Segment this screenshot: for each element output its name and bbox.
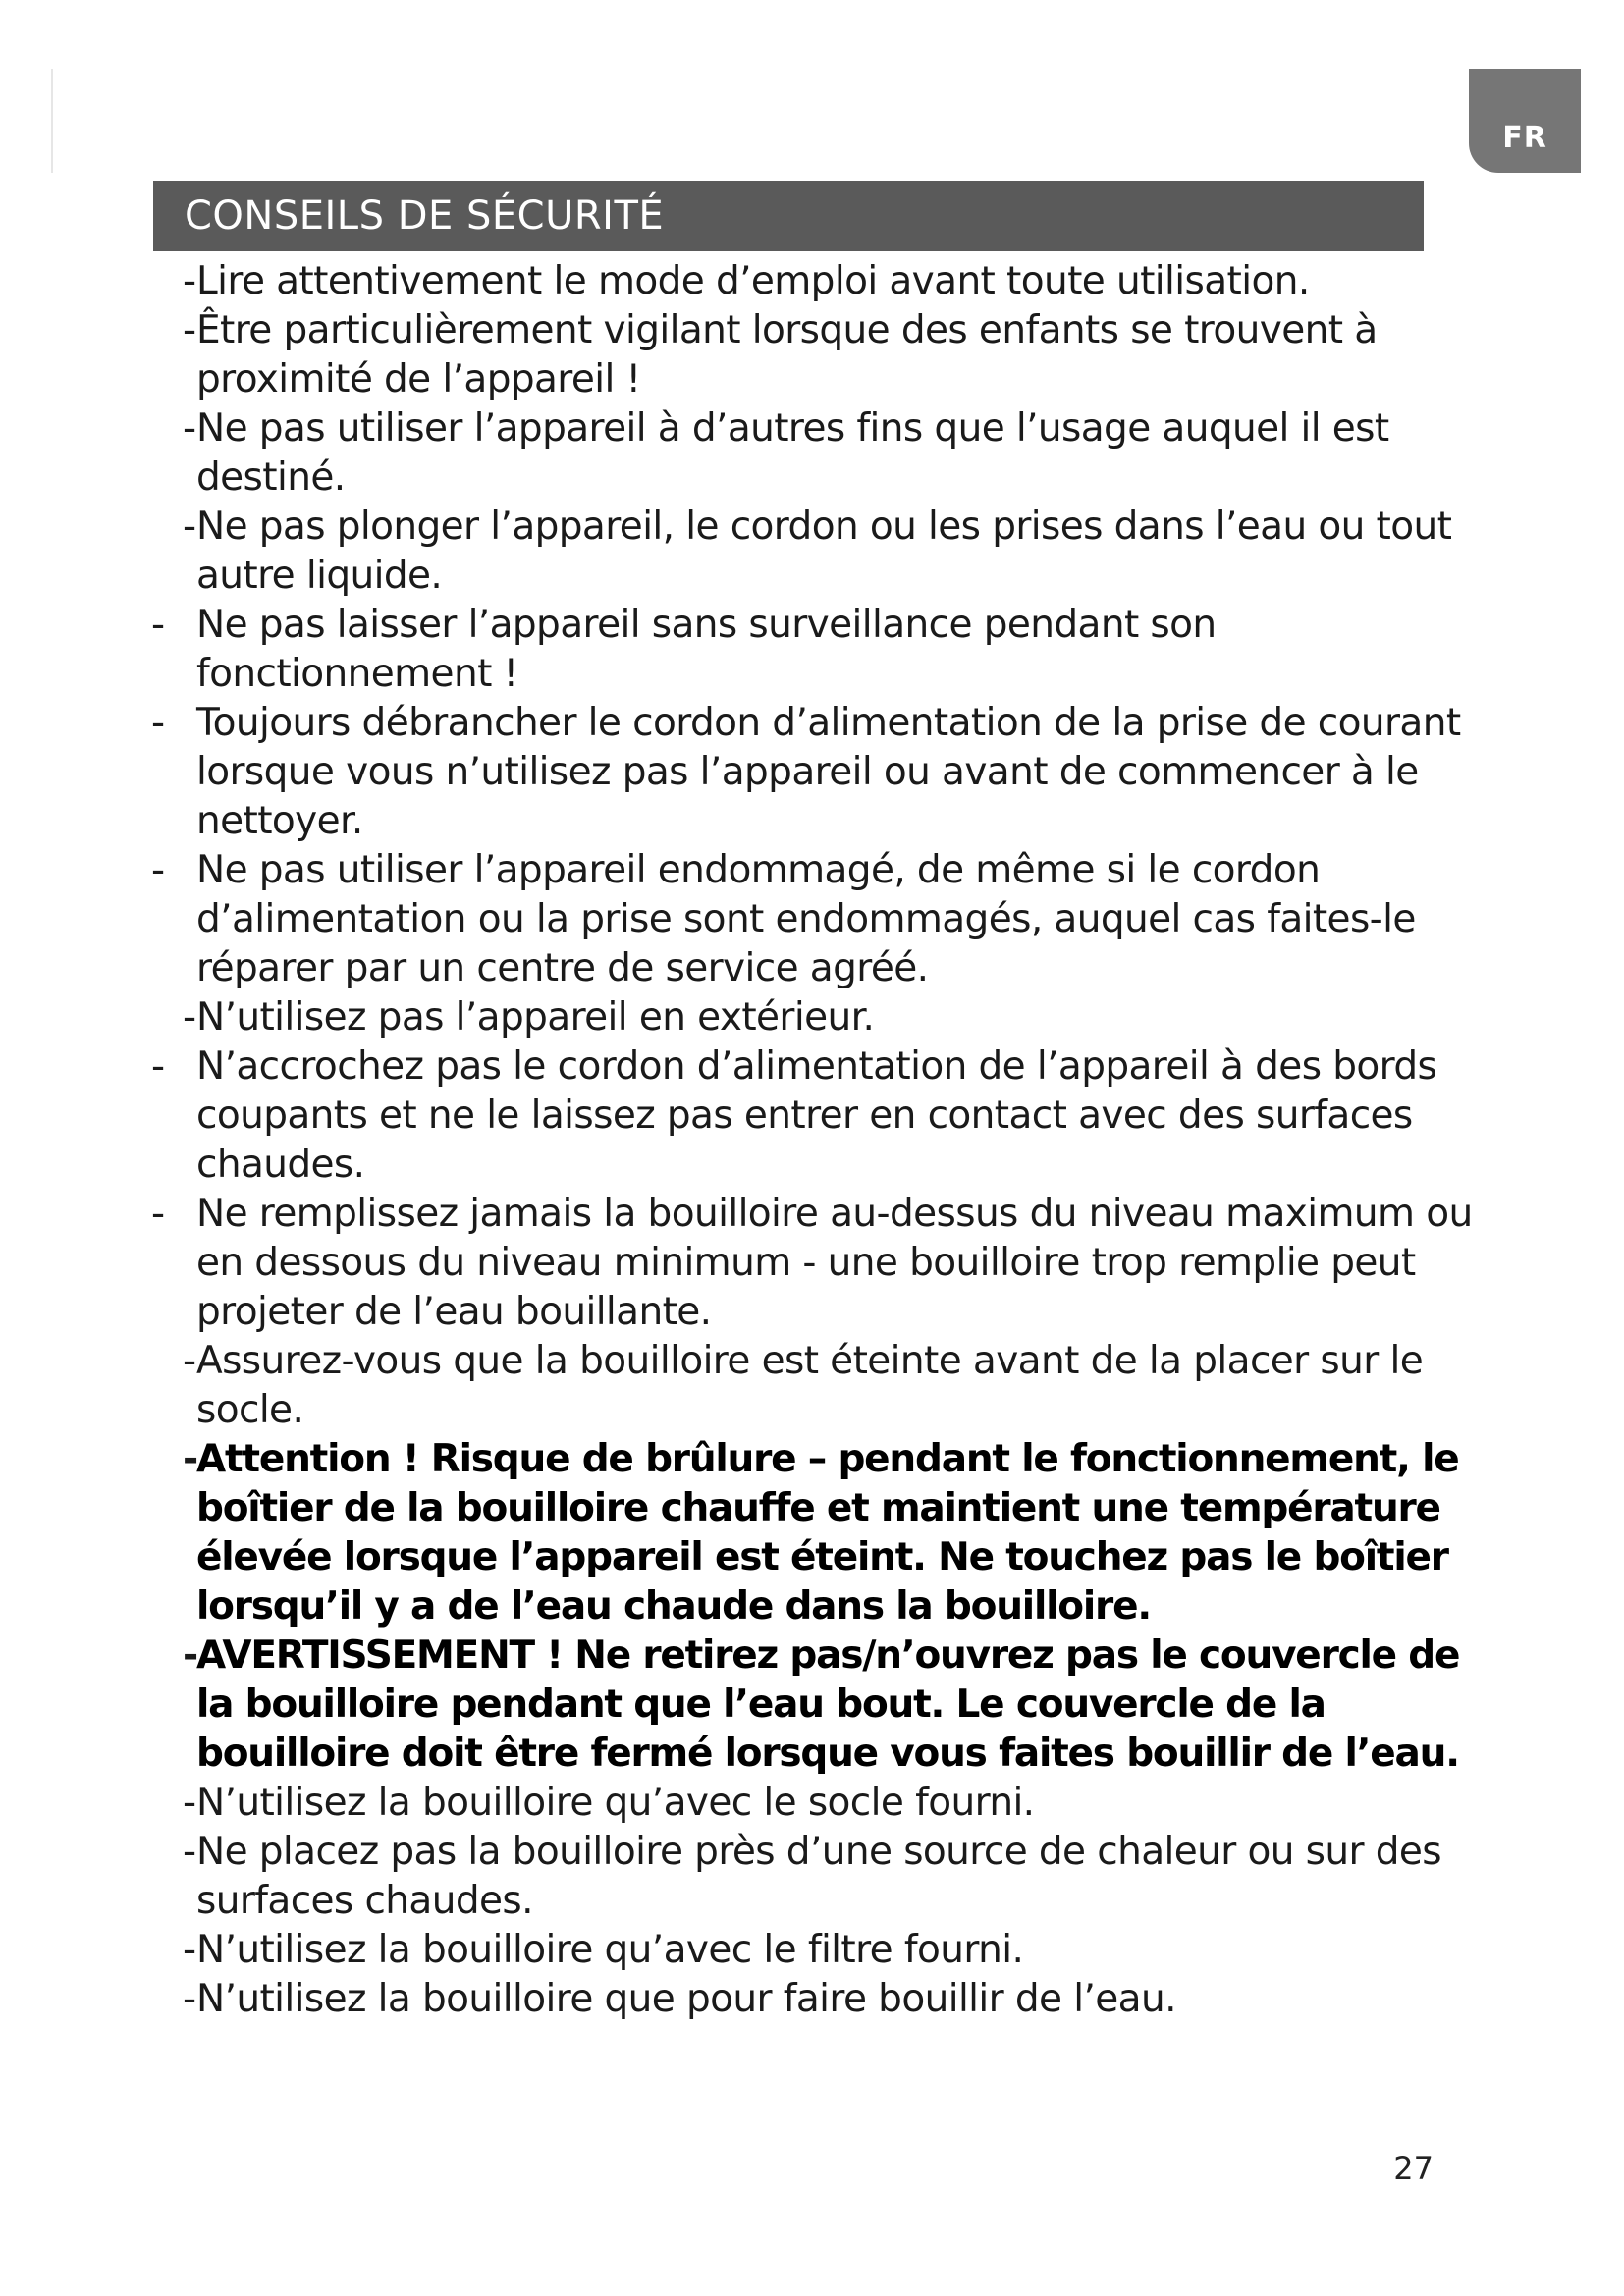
warning-text: Attention ! Risque de brûlure – pendant le fonctionnement, le boîtier de la bouilloire chauffe et maintient une température élevée lorsque l’appareil est éteint. Ne touchez pas le boîtier lorsqu’il y a de l’eau chaude dans la bouilloire. <box>196 1437 1459 1629</box>
list-item <box>147 1779 1483 1828</box>
list-item <box>147 306 1483 404</box>
tip-text: N’utilisez la bouilloire qu’avec le socle fourni. <box>196 1781 1035 1825</box>
list-dash: - <box>183 1928 196 1972</box>
language-tab: FR <box>1469 69 1581 173</box>
list-item <box>147 1828 1483 1926</box>
tip-text: N’utilisez la bouilloire que pour faire bouillir de l’eau. <box>196 1977 1176 2021</box>
warning-item <box>147 1631 1483 1779</box>
list-item <box>147 601 1483 699</box>
tip-text: Être particulièrement vigilant lorsque des enfants se trouvent à proximité de l’appareil ! <box>196 308 1378 401</box>
tip-text: Ne pas utiliser l’appareil endommagé, de même si le cordon d’alimentation ou la prise sont endommagés, auquel cas faites-le réparer par un centre de service agréé. <box>196 848 1416 990</box>
list-item <box>147 1337 1483 1435</box>
list-dash: - <box>183 1633 198 1678</box>
tip-text: Ne remplissez jamais la bouilloire au-dessus du niveau maximum ou en dessous du niveau minimum - une bouilloire trop remplie peut projeter de l’eau bouillante. <box>196 1192 1473 1334</box>
list-dash: - <box>151 848 165 892</box>
tip-text: Ne pas laisser l’appareil sans surveillance pendant son fonctionnement ! <box>196 603 1217 696</box>
list-item <box>147 257 1483 306</box>
list-dash: - <box>183 505 196 549</box>
list-dash: - <box>151 701 165 745</box>
tip-text: N’utilisez la bouilloire qu’avec le filtre fourni. <box>196 1928 1024 1972</box>
list-dash: - <box>183 259 196 303</box>
list-dash: - <box>183 1977 196 2021</box>
tip-text: Lire attentivement le mode d’emploi avant toute utilisation. <box>196 259 1310 303</box>
list-dash: - <box>183 406 196 451</box>
list-dash: - <box>183 1437 198 1481</box>
tip-text: Assurez-vous que la bouilloire est éteinte avant de la placer sur le socle. <box>196 1339 1424 1432</box>
warning-item <box>147 1435 1483 1631</box>
warning-text: AVERTISSEMENT ! Ne retirez pas/n’ouvrez pas le couvercle de la bouilloire pendant que l’eau bout. Le couvercle de la bouilloire doit être fermé lorsque vous faites bouillir de l’eau. <box>196 1633 1460 1776</box>
tip-text: Ne placez pas la bouilloire près d’une source de chaleur ou sur des surfaces chaudes. <box>196 1830 1441 1923</box>
list-dash: - <box>183 995 196 1040</box>
list-dash: - <box>183 1830 196 1874</box>
tip-text: Toujours débrancher le cordon d’alimentation de la prise de courant lorsque vous n’utilisez pas l’appareil ou avant de commencer à le nettoyer. <box>196 701 1461 843</box>
list-dash: - <box>183 308 196 352</box>
page-number: 27 <box>1393 2150 1434 2187</box>
margin-rule <box>51 69 53 173</box>
list-dash: - <box>151 1192 165 1236</box>
list-item <box>147 699 1483 846</box>
list-item <box>147 993 1483 1042</box>
list-item <box>147 1926 1483 1975</box>
list-dash: - <box>151 1044 165 1089</box>
tip-text: N’utilisez pas l’appareil en extérieur. <box>196 995 875 1040</box>
list-item <box>147 404 1483 503</box>
list-item <box>147 1042 1483 1190</box>
list-dash: - <box>183 1781 196 1825</box>
list-dash: - <box>183 1339 196 1383</box>
tip-text: Ne pas plonger l’appareil, le cordon ou les prises dans l’eau ou tout autre liquide. <box>196 505 1452 598</box>
list-dash: - <box>151 603 165 647</box>
list-item <box>147 1975 1483 2024</box>
tip-text: Ne pas utiliser l’appareil à d’autres fins que l’usage auquel il est destiné. <box>196 406 1389 500</box>
list-item <box>147 846 1483 993</box>
tip-text: N’accrochez pas le cordon d’alimentation de l’appareil à des bords coupants et ne le laissez pas entrer en contact avec des surfaces chaudes. <box>196 1044 1437 1187</box>
safety-tips-list <box>147 257 1483 2024</box>
list-item <box>147 1190 1483 1337</box>
section-title: CONSEILS DE SÉCURITÉ <box>153 181 1424 251</box>
list-item <box>147 503 1483 601</box>
